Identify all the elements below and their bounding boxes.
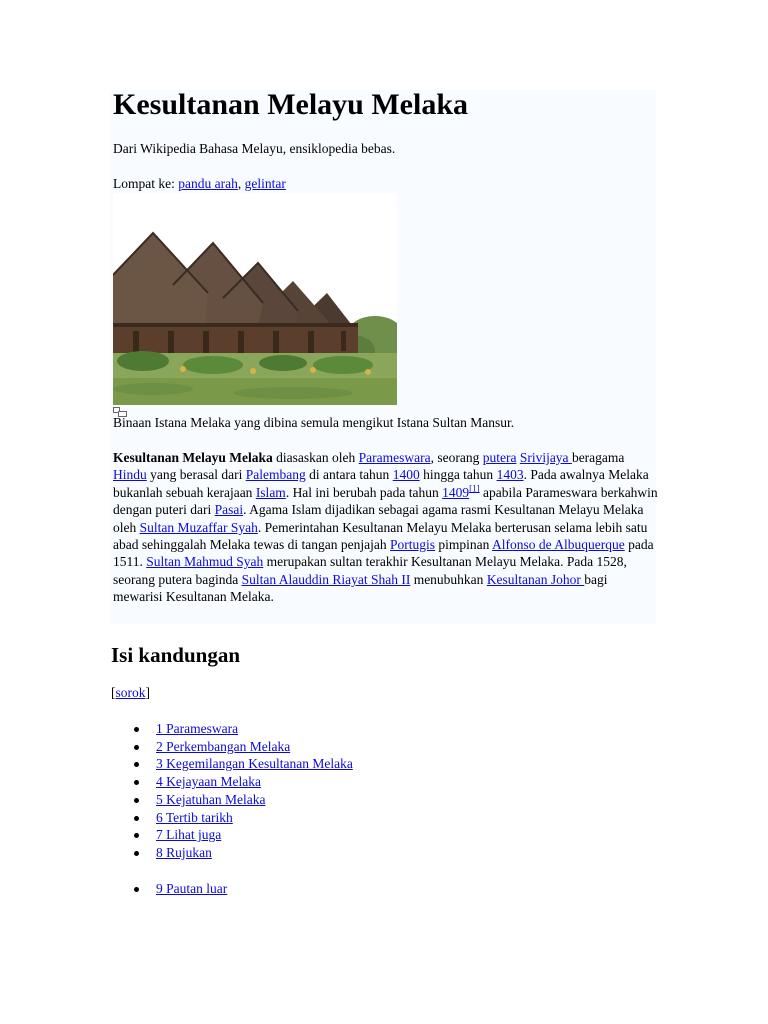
text: . Hal ini berubah pada tahun [285, 484, 443, 500]
jump-prefix: Lompat ke: [113, 176, 179, 191]
text: hingga tahun [419, 467, 497, 483]
text: pimpinan [435, 537, 493, 553]
bullet-icon [134, 780, 139, 785]
link-kesultanan-johor[interactable]: Kesultanan Johor [486, 571, 585, 587]
toc-link-pautan-luar[interactable]: 9 Pautan luar [156, 881, 228, 896]
bracket-open: [ [111, 685, 116, 700]
toc-item [110, 826, 353, 844]
bullet-icon [134, 833, 139, 838]
link-1403[interactable]: 1403 [496, 467, 524, 483]
palace-illustration [113, 193, 397, 405]
toc-hide-link[interactable]: sorok [115, 685, 146, 700]
toc-item [110, 844, 353, 862]
toc-link-perkembangan[interactable]: 2 Perkembangan Melaka [156, 738, 291, 754]
link-islam[interactable]: Islam [255, 484, 286, 500]
bullet-icon [134, 816, 139, 821]
toc-link-kejayaan[interactable]: 4 Kejayaan Melaka [156, 774, 261, 790]
bullet-icon [134, 798, 139, 803]
text: pada 1511. [113, 537, 654, 570]
text: di antara tahun [305, 467, 393, 483]
toc-link-kegemilangan[interactable]: 3 Kegemilangan Kesultanan Melaka [156, 756, 353, 772]
toc-item [110, 773, 353, 791]
link-sultan-mahmud-syah[interactable]: Sultan Mahmud Syah [146, 554, 264, 570]
bullet-icon [134, 727, 139, 732]
toc-item [110, 809, 353, 827]
text: apabila Parameswara berkahwin dengan puteri dari [113, 484, 658, 518]
toc-link-lihat-juga[interactable]: 7 Lihat juga [156, 827, 222, 843]
jump-separator: , [237, 176, 245, 191]
link-sultan-muzaffar-syah[interactable]: Sultan Muzaffar Syah [139, 519, 258, 535]
subject-bold: Kesultanan Melayu Melaka [113, 450, 273, 465]
page-title: Kesultanan Melayu Melaka [113, 88, 469, 121]
toc-item [110, 720, 353, 738]
toc-link-parameswara[interactable]: 1 Parameswara [156, 721, 239, 736]
link-portugis[interactable]: Portugis [390, 537, 436, 553]
toc-link-tertib-tarikh[interactable]: 6 Tertib tarikh [156, 809, 233, 825]
text: bagi mewarisi Kesultanan Melaka. [113, 571, 608, 605]
link-sultan-alauddin[interactable]: Sultan Alauddin Riayat Shah II [241, 571, 411, 587]
text: menubuhkan [410, 571, 487, 587]
site-tagline: Dari Wikipedia Bahasa Melayu, ensiklopedia bebas. [113, 141, 396, 156]
toc-list-extra [110, 880, 227, 898]
toc-heading: Isi kandungan [111, 643, 241, 667]
link-1409[interactable]: 1409 [442, 484, 470, 500]
intro-paragraph [113, 449, 658, 606]
link-albuquerque[interactable]: Alfonso de Albuquerque [492, 537, 625, 553]
toc-link-rujukan[interactable]: 8 Rujukan [156, 844, 212, 860]
jump-to-bar [113, 176, 286, 192]
link-putera[interactable]: putera [482, 450, 517, 465]
text: . Agama Islam dijadikan sebagai agama rasmi Kesultanan Melayu Melaka oleh [113, 502, 644, 535]
link-1400[interactable]: 1400 [392, 467, 420, 483]
link-palembang[interactable]: Palembang [245, 467, 306, 483]
text: yang berasal dari [146, 467, 246, 483]
toc-link-kejatuhan[interactable]: 5 Kejatuhan Melaka [156, 791, 266, 807]
link-parameswara[interactable]: Parameswara [358, 450, 431, 465]
magnify-icon[interactable] [113, 404, 127, 414]
text: . Pada awalnya Melaka bukanlah sebuah kerajaan [113, 467, 649, 500]
toc-item [110, 880, 227, 898]
istana-melaka-photo[interactable] [113, 193, 397, 405]
toc-list [110, 720, 353, 862]
toc-item [110, 755, 353, 773]
text: . Pemerintahan Kesultanan Melayu Melaka berterusan selama lebih satu abad sehinggalah Melaka tewas di tangan penjajah [113, 519, 648, 553]
toc-item [110, 791, 353, 809]
bullet-icon [134, 851, 139, 856]
text: diasaskan oleh [272, 450, 359, 465]
reference-1[interactable]: [1] [469, 483, 480, 494]
link-hindu[interactable]: Hindu [113, 467, 147, 483]
link-pasai[interactable]: Pasai [214, 502, 244, 518]
jump-link-search[interactable]: gelintar [244, 176, 286, 191]
text: , seorang [430, 450, 483, 465]
toc-toggle [111, 685, 150, 701]
bullet-icon [134, 762, 139, 767]
link-srivijaya[interactable]: Srivijaya [519, 450, 572, 465]
image-caption: Binaan Istana Melaka yang dibina semula mengikut Istana Sultan Mansur. [113, 415, 515, 430]
text: beragama [571, 450, 625, 465]
bracket-close: ] [145, 685, 150, 700]
text: merupakan sultan terakhir Kesultanan Melayu Melaka. Pada 1528, seorang putera baginda [113, 554, 627, 587]
bullet-icon [134, 745, 139, 750]
toc-item [110, 738, 353, 756]
bullet-icon [134, 887, 139, 892]
jump-link-navigation[interactable]: pandu arah [178, 176, 238, 191]
